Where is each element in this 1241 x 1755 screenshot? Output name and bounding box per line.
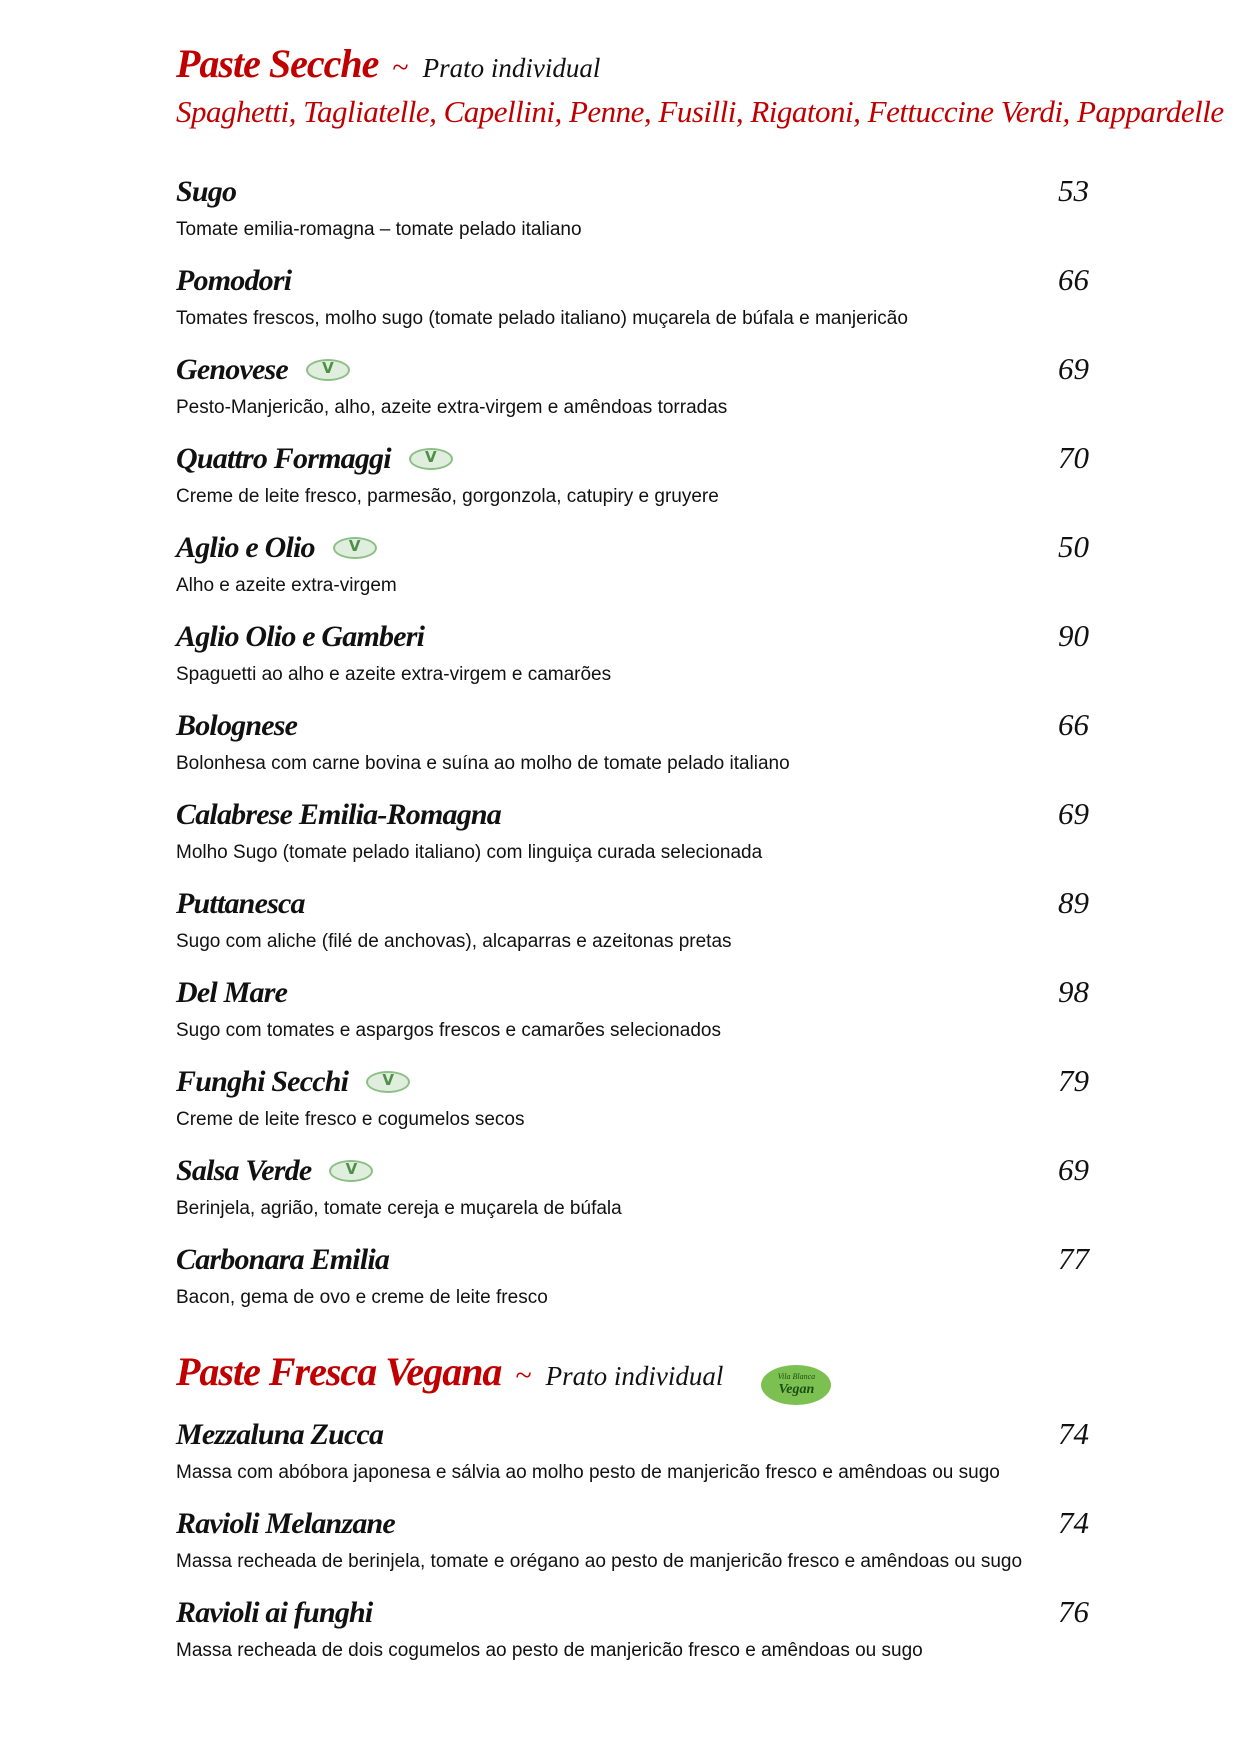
vegetarian-icon xyxy=(333,537,377,559)
item-name: Del Mare xyxy=(176,976,288,1009)
item-name: Calabrese Emilia-Romagna xyxy=(176,798,501,831)
vegan-badge-icon xyxy=(761,1365,831,1405)
item-name-row xyxy=(176,169,1096,215)
item-description: Tomate emilia-romagna – tomate pelado italiano xyxy=(176,219,582,240)
badge-small-text: Vila Blanca xyxy=(777,1372,816,1381)
item-description: Bolonhesa com carne bovina e suína ao molho de tomate pelado italiano xyxy=(176,753,790,774)
menu-item xyxy=(176,347,1096,436)
item-name: Aglio Olio e Gamberi xyxy=(176,620,425,653)
item-price: 69 xyxy=(1058,1152,1089,1187)
item-name: Genovese xyxy=(176,353,288,386)
menu-item xyxy=(176,525,1096,614)
section-header-paste-fresca xyxy=(176,1348,831,1411)
item-name-row xyxy=(176,1590,1096,1636)
section-dash: ~ xyxy=(392,51,409,84)
item-name: Sugo xyxy=(176,175,237,208)
item-description: Pesto-Manjericão, alho, azeite extra-virgem e amêndoas torradas xyxy=(176,397,728,418)
item-name-row xyxy=(176,703,1096,749)
section-subtitle: Prato individual xyxy=(545,1361,724,1391)
item-name: Bolognese xyxy=(176,709,298,742)
item-name-row xyxy=(176,347,1096,393)
item-description: Creme de leite fresco, parmesão, gorgonzola, catupiry e gruyere xyxy=(176,486,719,507)
item-price: 90 xyxy=(1058,618,1089,653)
item-name-row xyxy=(176,614,1096,660)
item-description: Berinjela, agrião, tomate cereja e muçarela de búfala xyxy=(176,1198,622,1219)
vegetarian-icon xyxy=(409,448,453,470)
menu-item xyxy=(176,881,1096,970)
item-name-row xyxy=(176,258,1096,304)
item-price: 79 xyxy=(1058,1063,1089,1098)
menu-item xyxy=(176,970,1096,1059)
item-description: Tomates frescos, molho sugo (tomate pelado italiano) muçarela de búfala e manjericão xyxy=(176,308,908,329)
item-price: 53 xyxy=(1058,173,1089,208)
item-name-row xyxy=(176,1148,1096,1194)
item-price: 66 xyxy=(1058,262,1089,297)
item-name-row xyxy=(176,1059,1096,1105)
item-name-row xyxy=(176,436,1096,482)
item-description: Molho Sugo (tomate pelado italiano) com linguiça curada selecionada xyxy=(176,842,763,863)
item-name: Funghi Secchi xyxy=(176,1065,349,1098)
menu-item xyxy=(176,1237,1096,1326)
item-name: Pomodori xyxy=(176,264,292,297)
item-price: 69 xyxy=(1058,796,1089,831)
item-name-row xyxy=(176,792,1096,838)
vegetarian-icon xyxy=(306,359,350,381)
item-name-row xyxy=(176,970,1096,1016)
vegetarian-icon xyxy=(366,1071,410,1093)
item-price: 98 xyxy=(1058,974,1089,1009)
menu-item xyxy=(176,436,1096,525)
item-price: 74 xyxy=(1058,1416,1089,1451)
item-description: Massa recheada de dois cogumelos ao pesto de manjericão fresco e amêndoas ou sugo xyxy=(176,1640,923,1661)
menu-item xyxy=(176,792,1096,881)
item-description: Creme de leite fresco e cogumelos secos xyxy=(176,1109,525,1130)
item-description: Spaguetti ao alho e azeite extra-virgem e camarões xyxy=(176,664,612,685)
item-price: 89 xyxy=(1058,885,1089,920)
badge-text: Vegan xyxy=(778,1382,815,1397)
menu-item xyxy=(176,703,1096,792)
menu-item xyxy=(176,169,1096,258)
item-name-row xyxy=(176,1237,1096,1283)
item-name: Ravioli Melanzane xyxy=(176,1507,395,1540)
item-name: Aglio e Olio xyxy=(176,531,315,564)
menu-item xyxy=(176,1412,1096,1501)
item-name: Ravioli ai funghi xyxy=(176,1596,373,1629)
section-header-paste-secche xyxy=(176,40,600,87)
item-description: Bacon, gema de ovo e creme de leite fresco xyxy=(176,1287,548,1308)
item-price: 77 xyxy=(1058,1241,1089,1276)
item-name: Mezzaluna Zucca xyxy=(176,1418,384,1451)
item-name: Puttanesca xyxy=(176,887,305,920)
item-price: 74 xyxy=(1058,1505,1089,1540)
menu-item xyxy=(176,614,1096,703)
menu-item xyxy=(176,1501,1096,1590)
menu-list-paste-secche xyxy=(176,169,1096,1326)
item-name-row xyxy=(176,525,1096,571)
item-name: Quattro Formaggi xyxy=(176,442,391,475)
item-name: Salsa Verde xyxy=(176,1154,312,1187)
section-subtitle: Prato individual xyxy=(422,53,601,83)
menu-item xyxy=(176,1590,1096,1679)
item-price: 66 xyxy=(1058,707,1089,742)
menu-item xyxy=(176,1148,1096,1237)
menu-item xyxy=(176,1059,1096,1148)
item-price: 69 xyxy=(1058,351,1089,386)
menu-list-paste-fresca xyxy=(176,1412,1096,1679)
item-description: Alho e azeite extra-virgem xyxy=(176,575,397,596)
item-price: 50 xyxy=(1058,529,1089,564)
vegetarian-icon xyxy=(329,1160,373,1182)
item-price: 70 xyxy=(1058,440,1089,475)
item-description: Sugo com tomates e aspargos frescos e camarões selecionados xyxy=(176,1020,721,1041)
item-description: Sugo com aliche (filé de anchovas), alcaparras e azeitonas pretas xyxy=(176,931,732,952)
item-name-row xyxy=(176,1412,1096,1458)
pasta-types: Spaghetti, Tagliatelle, Capellini, Penne, Fusilli, Rigatoni, Fettuccine Verdi, Pappardelle xyxy=(176,94,1224,129)
menu-item xyxy=(176,258,1096,347)
item-name-row xyxy=(176,1501,1096,1547)
section-title: Paste Secche xyxy=(176,41,379,86)
item-name-row xyxy=(176,881,1096,927)
item-description: Massa com abóbora japonesa e sálvia ao molho pesto de manjericão fresco e amêndoas ou sugo xyxy=(176,1462,1000,1483)
section-title: Paste Fresca Vegana xyxy=(176,1349,502,1394)
section-dash: ~ xyxy=(515,1359,532,1392)
item-name: Carbonara Emilia xyxy=(176,1243,390,1276)
item-description: Massa recheada de berinjela, tomate e orégano ao pesto de manjericão fresco e amêndoas ou sugo xyxy=(176,1551,1023,1572)
item-price: 76 xyxy=(1058,1594,1089,1629)
